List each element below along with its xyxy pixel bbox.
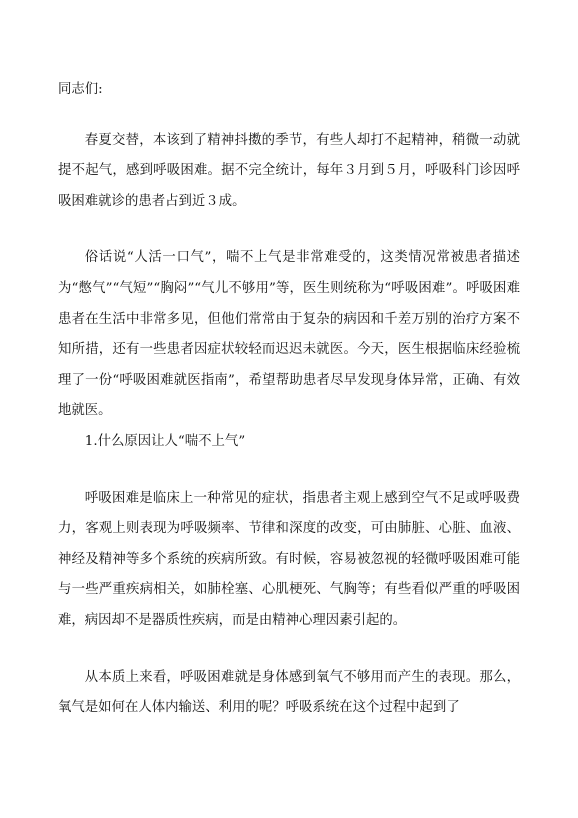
section-heading: 1.什么原因让人“喘不上气” [84,433,246,449]
paragraph-oxygen: 从本质上来看，呼吸困难就是身体感到氧气不够用而产生的表现。那么，氧气是如何在人体内输送、利用的呢？呼吸系统在这个过程中起到了 [58,669,520,716]
paragraph-background: 俗话说“人活一口气”，喘不上气是非常难受的，这类情况常被患者描述为“憋气”“气短”“胸闷”“气儿不够用”等，医生则统称为“呼吸困难”。呼吸困难患者在生活中非常多见，但他们常常由于复杂的病因和千差万别的治疗方案不知所措，还有一些患者因症状较轻而迟迟未就医。今天，医生根据临床经验梳理了一份“呼吸困难就医指南”，希望帮助患者尽早发现身体异常，正确、有效地就医。 [58,250,520,419]
salutation: 同志们: [58,82,103,97]
paragraph-intro: 春夏交替，本该到了精神抖擞的季节，有些人却打不起精神，稍微一动就提不起气，感到呼吸困难。据不完全统计，每年３月到５月，呼吸科门诊因呼吸困难就诊的患者占到近３成。 [58,132,520,209]
paragraph-definition: 呼吸困难是临床上一种常见的症状，指患者主观上感到空气不足或呼吸费力，客观上则表现为呼吸频率、节律和深度的改变，可由肺脏、心脏、血液、神经及精神等多个系统的疾病所致。有时候，容易被忽视的轻微呼吸困难可能与一些严重疾病相关，如肺栓塞、心肌梗死、气胸等；有些看似严重的呼吸困难，病因却不是器质性疾病，而是由精神心理因素引起的。 [58,490,520,628]
